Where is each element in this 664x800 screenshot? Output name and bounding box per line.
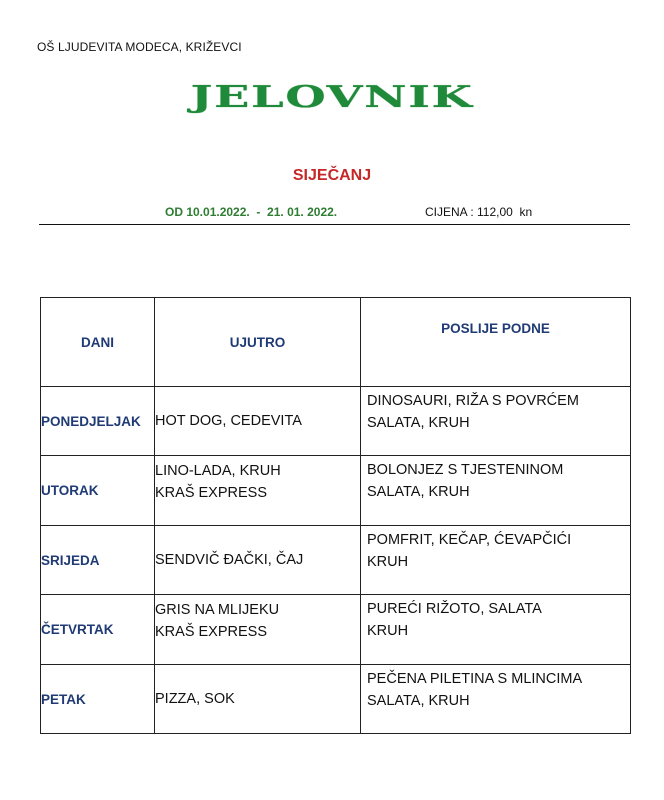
afternoon-meal: PEČENA PILETINA S MLINCIMA SALATA, KRUH — [361, 665, 631, 734]
table-row — [41, 595, 631, 665]
day-name: ČETVRTAK — [41, 595, 155, 665]
table-row — [41, 526, 631, 595]
price: CIJENA : 112,00 kn — [425, 205, 533, 219]
menu-title: JELOVNIK — [190, 80, 474, 115]
header-morning: UJUTRO — [155, 298, 361, 387]
header-afternoon: POSLIJE PODNE — [361, 298, 631, 387]
morning-meal: GRIS NA MLIJEKU KRAŠ EXPRESS — [155, 595, 361, 665]
day-name: UTORAK — [41, 456, 155, 526]
divider-line — [39, 224, 630, 225]
day-name: PONEDJELJAK — [41, 387, 155, 456]
table-row — [41, 456, 631, 526]
day-name: SRIJEDA — [41, 526, 155, 595]
header-day: DANI — [41, 298, 155, 387]
afternoon-meal: DINOSAURI, RIŽA S POVRĆEM SALATA, KRUH — [361, 387, 631, 456]
morning-meal: LINO-LADA, KRUH KRAŠ EXPRESS — [155, 456, 361, 526]
table-row — [41, 387, 631, 456]
afternoon-meal: BOLONJEZ S TJESTENINOM SALATA, KRUH — [361, 456, 631, 526]
month-heading: SIJEČANJ — [292, 167, 372, 184]
morning-meal: PIZZA, SOK — [155, 665, 361, 734]
date-range: OD 10.01.2022. - 21. 01. 2022. — [165, 205, 338, 219]
table-header-row — [41, 298, 631, 387]
afternoon-meal: PUREĆI RIŽOTO, SALATA KRUH — [361, 595, 631, 665]
day-name: PETAK — [41, 665, 155, 734]
school-name: OŠ LJUDEVITA MODECA, KRIŽEVCI — [37, 40, 242, 54]
morning-meal: SENDVIČ ĐAČKI, ČAJ — [155, 526, 361, 595]
table-row — [41, 665, 631, 734]
morning-meal: HOT DOG, CEDEVITA — [155, 387, 361, 456]
afternoon-meal: POMFRIT, KEČAP, ĆEVAPČIĆI KRUH — [361, 526, 631, 595]
menu-table — [40, 297, 631, 734]
